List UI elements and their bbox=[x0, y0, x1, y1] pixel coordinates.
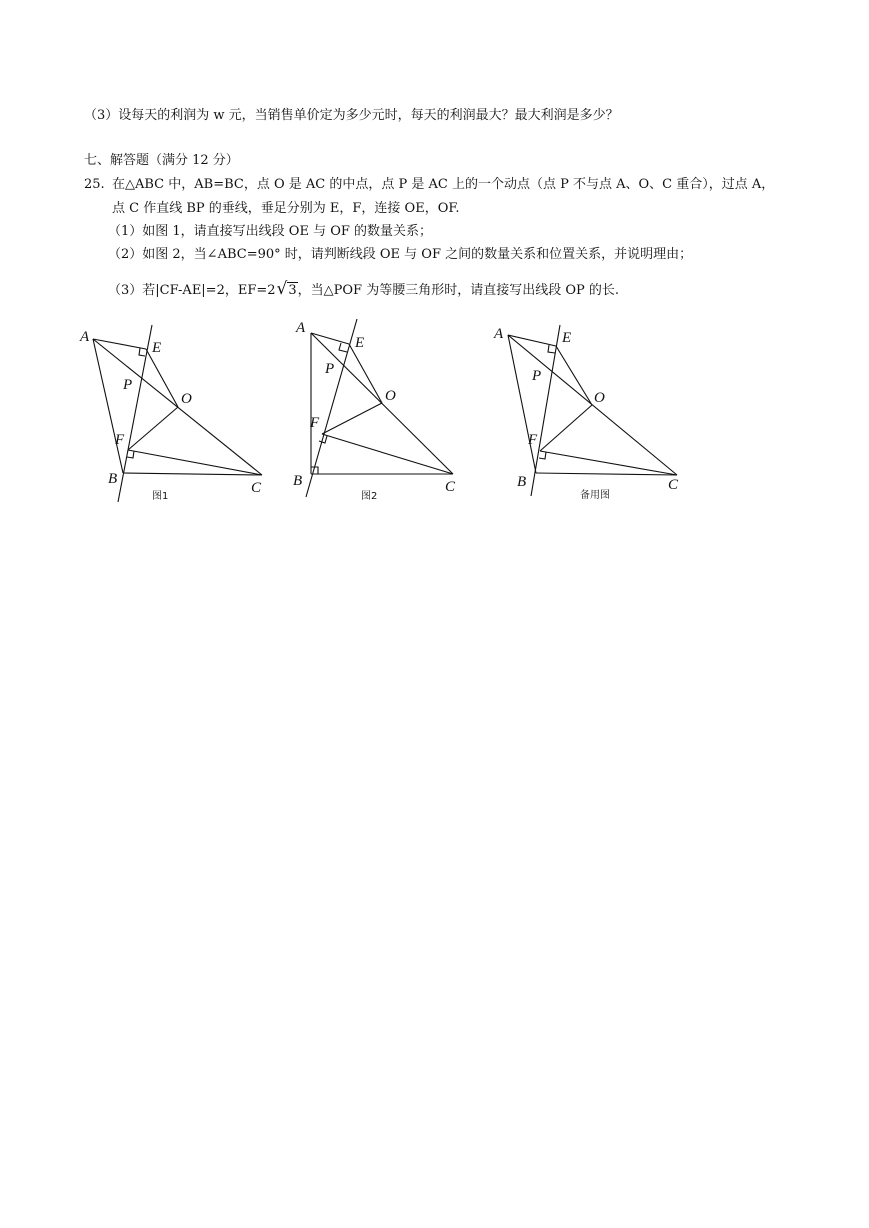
segment-BC bbox=[536, 473, 677, 475]
fig2-label-E: E bbox=[355, 335, 365, 351]
right-angle-E bbox=[548, 345, 555, 353]
q25-part2: （2）如图 2，当∠ABC=90° 时，请判断线段 OE 与 OF 之间的数量关系和位置关系，并说明理由； bbox=[108, 247, 693, 262]
q24-part3: （3）设每天的利润为 w 元，当销售单价定为多少元时，每天的利润最大？最大利润是多少？ bbox=[84, 108, 619, 123]
segment-CF bbox=[128, 450, 262, 475]
fig1-label-A: A bbox=[80, 329, 90, 345]
section-title: 七、解答题（满分 12 分） bbox=[84, 153, 239, 168]
fig3-label-B: B bbox=[517, 474, 527, 490]
sqrt-radicand: 3 bbox=[288, 283, 297, 298]
fig1-caption: 图1 bbox=[152, 491, 169, 502]
fig2-label-F: F bbox=[310, 415, 320, 431]
fig1-label-F: F bbox=[115, 432, 125, 448]
segment-OE bbox=[349, 344, 382, 403]
fig2-label-C: C bbox=[445, 479, 456, 495]
q25-stem-line2: 点 C 作直线 BP 的垂线，垂足分别为 E，F，连接 OE，OF. bbox=[112, 201, 460, 216]
q25-stem-line1: 在△ABC 中，AB=BC，点 O 是 AC 的中点，点 P 是 AC 上的一个动点（点 P 不与点 A、O、C 重合），过点 A， bbox=[112, 177, 775, 192]
right-angle-E bbox=[339, 343, 347, 352]
segment-AE bbox=[93, 339, 146, 349]
fig2-caption: 图2 bbox=[361, 491, 378, 502]
fig1-label-B: B bbox=[108, 471, 118, 487]
fig2-label-P: P bbox=[325, 361, 335, 377]
line-BP bbox=[531, 325, 560, 496]
fig3-label-O: O bbox=[594, 390, 605, 406]
fig2-label-B: B bbox=[293, 473, 303, 489]
q25-number: 25. bbox=[84, 177, 105, 192]
q25-part3-pre: （3）若|CF-AE|=2，EF=2 bbox=[108, 283, 276, 298]
segment-OF bbox=[540, 405, 592, 451]
fig2-label-A: A bbox=[296, 320, 306, 336]
q25-part1: （1）如图 1，请直接写出线段 OE 与 OF 的数量关系； bbox=[108, 224, 433, 239]
segment-AB bbox=[508, 335, 536, 473]
q25-part3-post: ，当△POF 为等腰三角形时，请直接写出线段 OP 的长. bbox=[297, 283, 620, 298]
segment-OE bbox=[146, 349, 178, 407]
fig3-caption: 备用图 bbox=[580, 490, 610, 501]
fig1-label-C: C bbox=[251, 480, 262, 496]
figure-2 bbox=[306, 319, 453, 497]
fig1-label-P: P bbox=[123, 377, 133, 393]
right-angle-F bbox=[539, 452, 546, 459]
figure-3 bbox=[508, 325, 677, 496]
fig3-label-A: A bbox=[494, 326, 504, 342]
segment-AC bbox=[508, 335, 677, 475]
fig2-label-O: O bbox=[385, 388, 396, 404]
fig1-label-O: O bbox=[181, 391, 192, 407]
segment-OF bbox=[322, 403, 382, 434]
fig3-label-C: C bbox=[668, 477, 679, 493]
sqrt-symbol: √3 bbox=[276, 279, 297, 299]
fig1-label-E: E bbox=[152, 340, 162, 356]
fig3-label-E: E bbox=[562, 330, 572, 346]
segment-BC bbox=[123, 473, 262, 475]
fig3-label-F: F bbox=[528, 432, 538, 448]
figure-1 bbox=[93, 325, 262, 502]
fig3-label-P: P bbox=[532, 368, 542, 384]
segment-CF bbox=[540, 451, 677, 475]
segment-OE bbox=[556, 346, 592, 405]
